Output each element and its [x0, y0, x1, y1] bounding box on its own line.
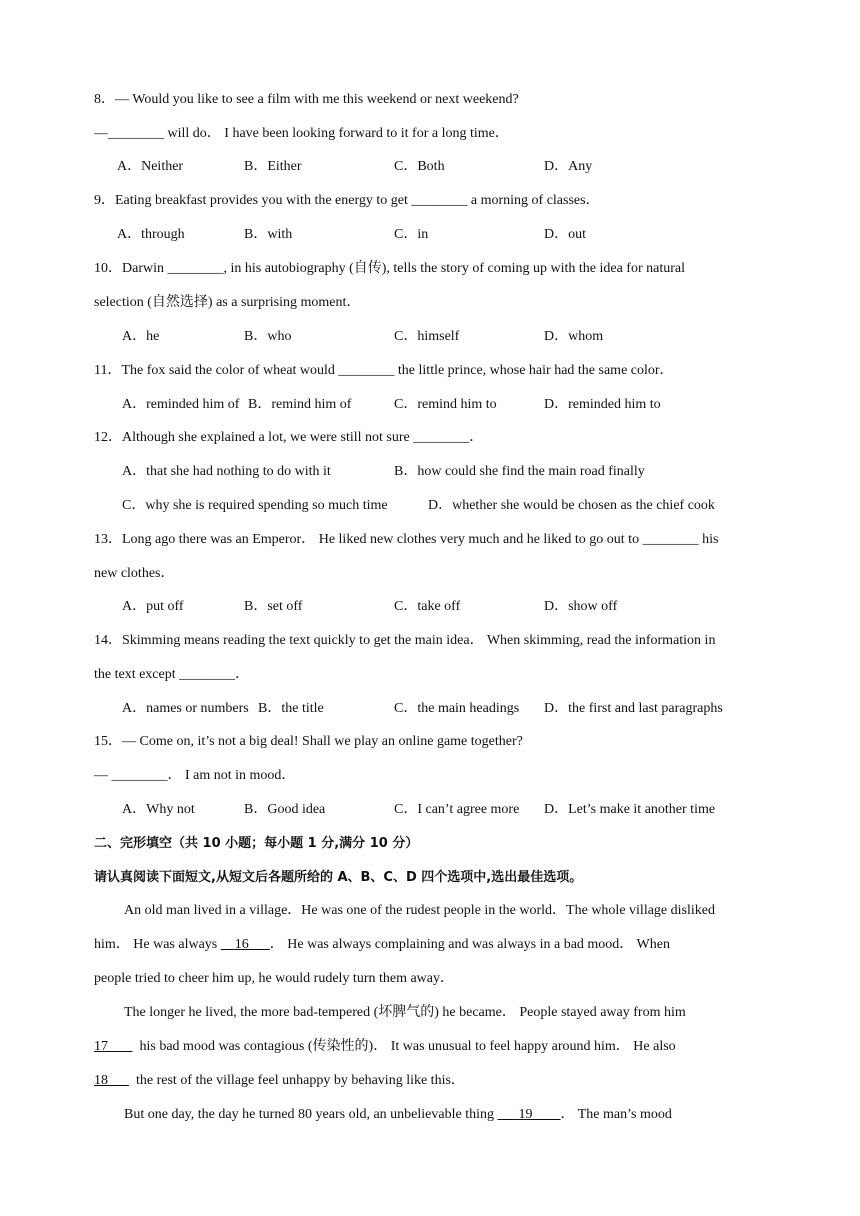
q11-option-c[interactable]: C．remind him to	[394, 397, 497, 412]
question-9-stem: 9．Eating breakfast provides you with the energy to get ________ a morning of classes．	[94, 193, 600, 208]
q15-option-d[interactable]: D．Let’s make it another time	[544, 802, 716, 817]
question-15-stem: 15．— Come on, it’s not a big deal! Shall we play an online game together?	[94, 734, 523, 749]
passage-p2-line-2	[94, 1038, 676, 1056]
q15-option-c[interactable]: C．I can’t agree more	[394, 802, 520, 817]
q12-option-a[interactable]: A．that she had nothing to do with it	[122, 464, 331, 479]
question-13-line-1: 13．Long ago there was an Emperor． He liked new clothes very much and he liked to go out to ________ his	[94, 532, 719, 547]
blank-16-number: 16	[234, 937, 249, 952]
passage-p2-line-1: The longer he lived, the more bad-tempered (坏脾气的) he became． People stayed away from him	[124, 1005, 686, 1020]
q13-option-a[interactable]: A．put off	[122, 599, 184, 614]
question-13-line-2: new clothes．	[94, 566, 175, 581]
q11-option-b[interactable]: B．remind him of	[248, 397, 352, 412]
question-15-reply: — ________． I am not in mood．	[94, 768, 296, 783]
passage-p3-line-1-start: But one day, the day he turned 80 years old, an unbelievable thing	[124, 1107, 494, 1122]
q14-option-d[interactable]: D．the first and last paragraphs	[544, 701, 723, 716]
q13-option-c[interactable]: C．take off	[394, 599, 461, 614]
question-11-stem: 11．The fox said the color of wheat would ________ the little prince, whose hair had the same color．	[94, 363, 674, 378]
passage-p1-line-2	[94, 936, 670, 954]
q14-option-a[interactable]: A．names or numbers	[122, 701, 249, 716]
blank-18[interactable]	[94, 1073, 129, 1088]
q10-option-d[interactable]: D．whom	[544, 329, 604, 344]
q15-option-b[interactable]: B．Good idea	[244, 802, 326, 817]
q15-option-a[interactable]: A．Why not	[122, 802, 195, 817]
passage-p1-line-1: An old man lived in a village．He was one of the rudest people in the world．The whole village disliked	[124, 903, 715, 918]
question-8-reply: —________ will do． I have been looking forward to it for a long time．	[94, 126, 509, 141]
passage-p1-line-2-start: him． He was always	[94, 937, 218, 952]
q11-option-a[interactable]: A．reminded him of	[122, 397, 240, 412]
q9-option-b[interactable]: B．with	[244, 227, 293, 242]
q13-option-d[interactable]: D．show off	[544, 599, 618, 614]
section-heading: 二、完形填空（共 10 小题；每小题 1 分,满分 10 分）	[94, 836, 419, 851]
blank-17-number: 17	[94, 1039, 108, 1054]
q12-option-c[interactable]: C．why she is required spending so much time	[122, 498, 388, 513]
question-12-stem: 12．Although she explained a lot, we were still not sure ________．	[94, 430, 484, 445]
passage-p1-line-2-end: ． He was always complaining and was always in a bad mood． When	[269, 937, 670, 952]
q12-option-b[interactable]: B．how could she find the main road finally	[394, 464, 645, 479]
q8-option-a[interactable]: A．Neither	[117, 159, 184, 174]
q8-option-d[interactable]: D．Any	[544, 159, 593, 174]
blank-19-number: 19	[518, 1107, 533, 1122]
q8-option-b[interactable]: B．Either	[244, 159, 302, 174]
question-8-stem: 8．— Would you like to see a film with me this weekend or next weekend?	[94, 92, 519, 107]
passage-p2-line-3	[94, 1072, 465, 1090]
q13-option-b[interactable]: B．set off	[244, 599, 303, 614]
q10-option-a[interactable]: A．he	[122, 329, 160, 344]
q10-option-c[interactable]: C．himself	[394, 329, 460, 344]
q14-option-c[interactable]: C．the main headings	[394, 701, 520, 716]
question-14-line-2: the text except ________．	[94, 667, 250, 682]
q11-option-d[interactable]: D．reminded him to	[544, 397, 661, 412]
q9-option-c[interactable]: C．in	[394, 227, 429, 242]
passage-p3-line-1	[124, 1106, 672, 1124]
blank-16[interactable]	[221, 937, 270, 952]
q9-option-a[interactable]: A．through	[117, 227, 185, 242]
blank-17[interactable]	[94, 1039, 133, 1054]
q12-option-d[interactable]: D．whether she would be chosen as the chief cook	[428, 498, 715, 513]
passage-p2-line-3-text: the rest of the village feel unhappy by behaving like this．	[136, 1073, 465, 1088]
blank-18-number: 18	[94, 1073, 108, 1088]
q9-option-d[interactable]: D．out	[544, 227, 586, 242]
q14-option-b[interactable]: B．the title	[258, 701, 324, 716]
passage-p1-line-3: people tried to cheer him up, he would rudely turn them away．	[94, 971, 455, 986]
question-10-line-1: 10．Darwin ________, in his autobiography (自传), tells the story of coming up with the idea for natural	[94, 261, 686, 276]
q8-option-c[interactable]: C．Both	[394, 159, 445, 174]
q10-option-b[interactable]: B．who	[244, 329, 292, 344]
blank-19[interactable]	[498, 1107, 561, 1122]
section-instruction: 请认真阅读下面短文,从短文后各题所给的 A、B、C、D 四个选项中,选出最佳选项。	[94, 870, 583, 885]
passage-p3-line-1-end: ． The man’s mood	[560, 1107, 672, 1122]
question-10-line-2: selection (自然选择) as a surprising moment．	[94, 295, 361, 310]
question-14-line-1: 14．Skimming means reading the text quickly to get the main idea． When skimming, read the information in	[94, 633, 716, 648]
passage-p2-line-2-text: his bad mood was contagious (传染性的)． It was unusual to feel happy around him． He also	[139, 1039, 676, 1054]
